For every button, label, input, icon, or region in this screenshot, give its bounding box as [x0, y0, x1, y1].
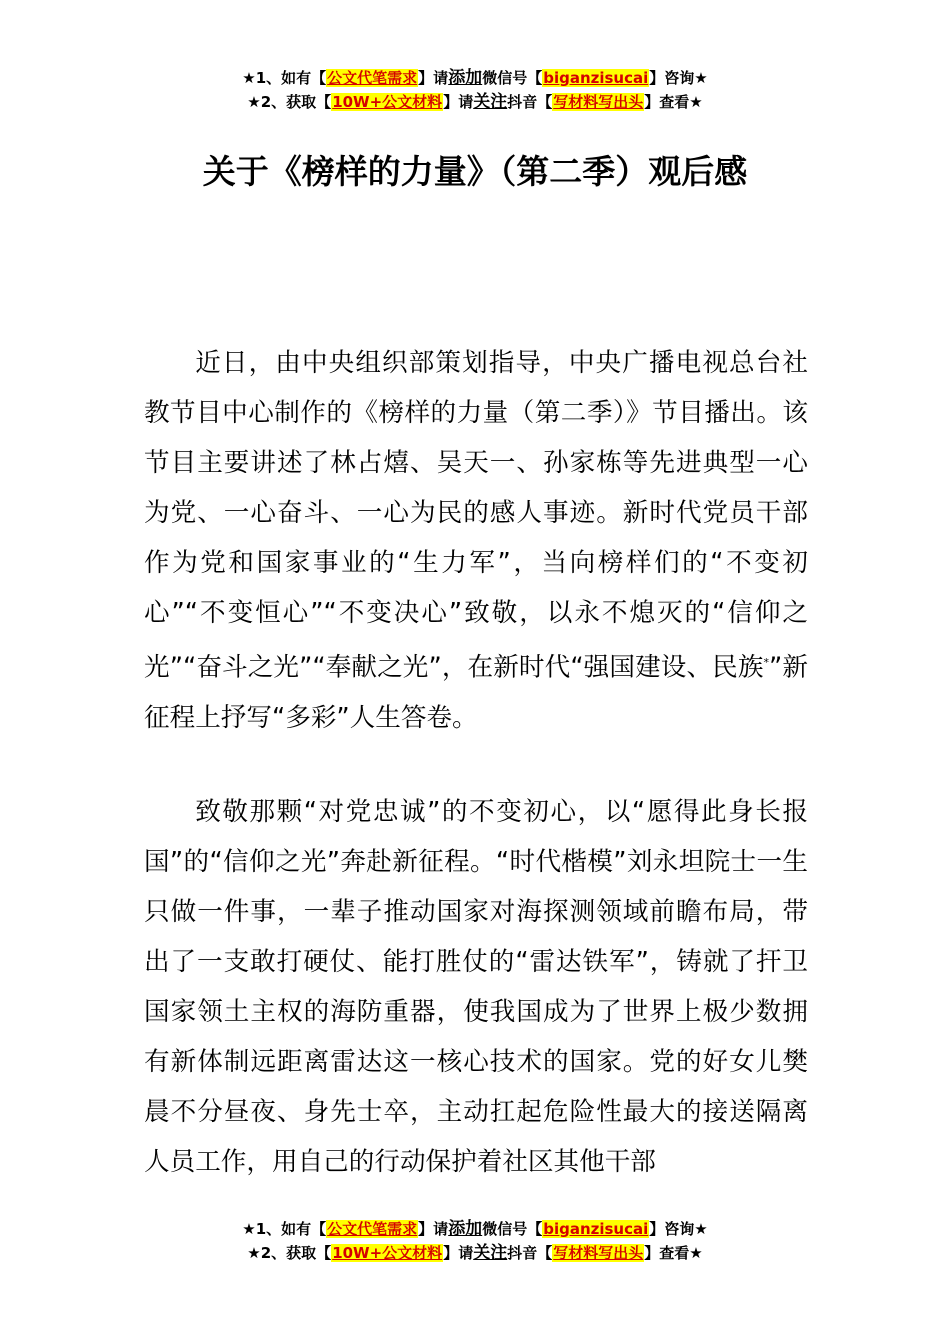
banner-text: 抖音【 [507, 1244, 553, 1262]
banner-text: ★2、获取【 [247, 1244, 332, 1262]
highlight-ghostwriting: 公文代笔需求 [327, 69, 418, 87]
paragraph-1 [144, 338, 808, 743]
banner-text: 】请 [418, 69, 449, 87]
highlight-douyin-account: 写材料写出头 [553, 93, 644, 111]
banner-text: 】咨询★ [649, 1220, 708, 1238]
banner-emphasis: 添加 [448, 1219, 483, 1239]
paragraph-text: ”新征程上抒写“多彩”人生答卷。 [144, 652, 809, 733]
banner-text: 】请 [443, 1244, 474, 1262]
highlight-wechat-id: biganzisucai [543, 1220, 649, 1238]
banner-text: 】咨询★ [649, 69, 708, 87]
banner-text: ★1、如有【 [242, 1220, 327, 1238]
banner-line-1 [0, 1217, 950, 1241]
banner-text: 】查看★ [644, 1244, 703, 1262]
redaction-mark: * [763, 656, 770, 669]
banner-text: 抖音【 [507, 93, 553, 111]
banner-text: 】请 [443, 93, 474, 111]
banner-emphasis: 添加 [448, 68, 483, 88]
highlight-materials: 10W+公文材料 [332, 93, 443, 111]
banner-text: ★1、如有【 [242, 69, 327, 87]
highlight-wechat-id: biganzisucai [543, 69, 649, 87]
document-title: 关于《榜样的力量》（第二季）观后感 [202, 152, 748, 191]
top-banner [0, 66, 950, 114]
banner-line-2 [0, 1241, 950, 1265]
bottom-banner [0, 1217, 950, 1265]
banner-text: 微信号【 [482, 69, 543, 87]
banner-text: 】查看★ [644, 93, 703, 111]
banner-line-2 [0, 90, 950, 114]
highlight-douyin-account: 写材料写出头 [553, 1244, 644, 1262]
banner-text: ★2、获取【 [247, 93, 332, 111]
banner-text: 】请 [418, 1220, 449, 1238]
paragraph-text: 近日，由中央组织部策划指导，中央广播电视总台社教节目中心制作的《榜样的力量（第二季）》节目播出。该节目主要讲述了林占熺、吴天一、孙家栋等先进典型一心为党、一心奋斗、一心为民的感人事迹。新时代党员干部作为党和国家事业的“生力军”，当向榜样们的“不变初心”“不变恒心”“不变决心”致敬，以永不熄灭的“信仰之光”“奋斗之光”“奉献之光”，在新时代“强国建设、民族 [144, 348, 808, 683]
highlight-ghostwriting: 公文代笔需求 [327, 1220, 418, 1238]
banner-line-1 [0, 66, 950, 90]
banner-text: 微信号【 [482, 1220, 543, 1238]
banner-emphasis: 关注 [473, 92, 508, 112]
document-body [144, 338, 808, 1187]
highlight-materials: 10W+公文材料 [332, 1244, 443, 1262]
banner-emphasis: 关注 [473, 1243, 508, 1263]
paragraph-2: 致敬那颗“对党忠诚”的不变初心，以“愿得此身长报国”的“信仰之光”奔赴新征程。“时代楷模”刘永坦院士一生只做一件事，一辈子推动国家对海探测领域前瞻布局，带出了一支敢打硬仗、能打胜仗的“雷达铁军”，铸就了扞卫国家领土主权的海防重器，使我国成为了世界上极少数拥有新体制远距离雷达这一核心技术的国家。党的好女儿樊晨不分昼夜、身先士卒，主动扛起危险性最大的接送隔离人员工作，用自己的行动保护着社区其他干部 [144, 796, 808, 1177]
